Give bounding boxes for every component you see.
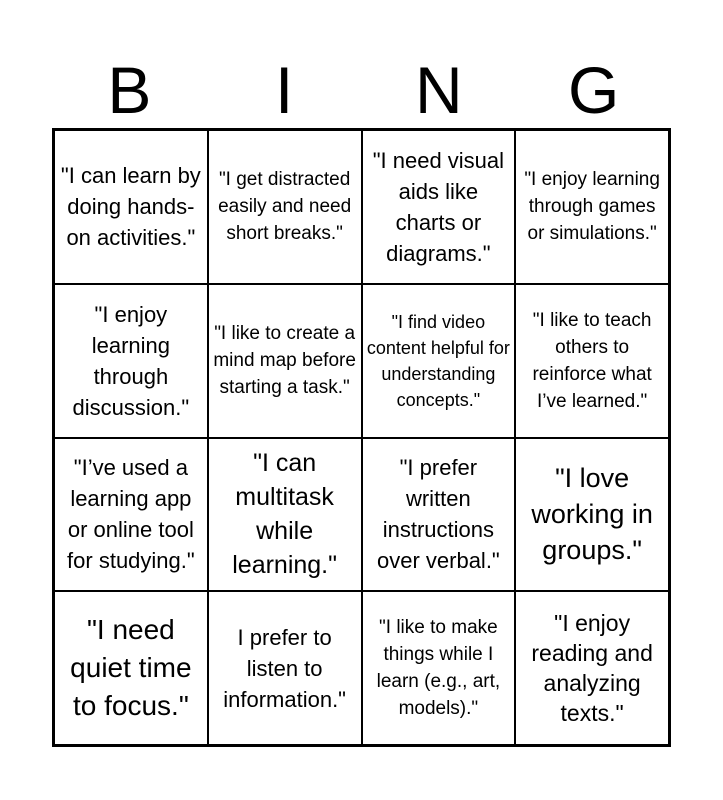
cell-text: "I like to create a mind map before starting a task." <box>213 323 356 399</box>
header-letter-g: G <box>567 53 620 127</box>
cell-text: "I enjoy learning through discussion." <box>72 301 190 420</box>
cell-text: "I like to teach others to reinforce what I’ve learned." <box>532 309 652 412</box>
cell-text: I prefer to listen to information." <box>223 624 346 712</box>
cell-text: "I like to make things while I learn (e.g., art, models)." <box>376 617 501 720</box>
bingo-cell[interactable] <box>208 130 362 284</box>
bingo-cell[interactable] <box>515 130 669 284</box>
header-letter-i: I <box>274 53 294 127</box>
bingo-cell[interactable] <box>54 284 208 438</box>
bingo-cell[interactable] <box>515 284 669 438</box>
cell-text: "I need quiet time to focus." <box>70 614 192 722</box>
bingo-cell[interactable] <box>362 284 516 438</box>
cell-text: "I get distracted easily and need short breaks." <box>218 169 352 245</box>
bingo-cell[interactable] <box>515 591 669 745</box>
bingo-cell[interactable] <box>362 591 516 745</box>
bingo-cell[interactable] <box>208 284 362 438</box>
header-letter-n: N <box>415 53 463 127</box>
bingo-cell[interactable] <box>54 591 208 745</box>
bingo-cell[interactable] <box>54 438 208 592</box>
bingo-cell[interactable] <box>54 130 208 284</box>
cell-text: "I enjoy reading and analyzing texts." <box>531 610 653 727</box>
header-letter-b: B <box>107 53 152 127</box>
bingo-cell[interactable] <box>515 438 669 592</box>
cell-text: "I find video content helpful for understanding concepts." <box>366 311 510 410</box>
cell-text: "I love working in groups." <box>531 463 653 566</box>
cell-text: "I need visual aids like charts or diagrams." <box>372 147 505 266</box>
bingo-cell[interactable] <box>362 130 516 284</box>
cell-text: "I prefer written instructions over verbal." <box>376 455 500 574</box>
bingo-header <box>52 52 671 128</box>
cell-text: "I can learn by doing hands-on activities." <box>60 163 201 251</box>
bingo-cell[interactable] <box>208 438 362 592</box>
cell-text: "I can multitask while learning." <box>232 449 338 580</box>
cell-text: "I’ve used a learning app or online tool for studying." <box>67 455 195 574</box>
bingo-grid <box>52 128 671 747</box>
cell-text: "I enjoy learning through games or simulations." <box>524 169 660 245</box>
bingo-cell[interactable] <box>362 438 516 592</box>
bingo-cell[interactable] <box>208 591 362 745</box>
